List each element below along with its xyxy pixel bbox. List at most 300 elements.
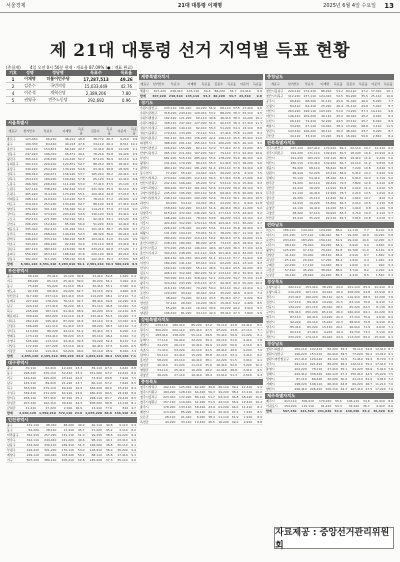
result-cell: 257,220 bbox=[40, 433, 57, 438]
result-cell: 180,410 bbox=[169, 323, 186, 328]
result-cell: 184,220 bbox=[83, 386, 103, 391]
result-cell: 30,220 bbox=[242, 221, 253, 225]
result-cell: 85,410 bbox=[285, 325, 302, 330]
result-cell: 37.9 bbox=[106, 207, 114, 211]
result-cell: 50.0 bbox=[208, 286, 216, 290]
result-cell: 111,110 bbox=[194, 251, 207, 255]
district-name: 수성구 bbox=[7, 391, 16, 395]
result-cell: 1,610 bbox=[347, 196, 361, 201]
result-cell: 81.8 bbox=[337, 186, 347, 191]
result-cell: 24,110 bbox=[287, 206, 304, 211]
result-cell: 10.2 bbox=[253, 390, 263, 395]
result-cell: 37,110 bbox=[242, 246, 253, 250]
result-cell: 77.9 bbox=[103, 406, 113, 411]
result-cell: 34,410 bbox=[114, 212, 130, 217]
result-cell: 8,220 bbox=[192, 415, 206, 420]
result-cell: 5,910 bbox=[373, 367, 386, 372]
column-header: 선거인수 bbox=[20, 126, 39, 137]
result-cell: 57.2 bbox=[208, 181, 216, 185]
result-cell: 99,110 bbox=[192, 161, 207, 166]
result-cell: 51.7 bbox=[208, 395, 215, 399]
result-cell: 71,410 bbox=[348, 357, 364, 362]
result-cell: 139,220 bbox=[321, 161, 338, 166]
district-name: 서초구 bbox=[6, 242, 20, 247]
result-cell: 17,220 bbox=[314, 258, 332, 263]
district-name: 구미시 bbox=[265, 310, 285, 315]
result-cell: 7.1 bbox=[386, 325, 394, 330]
result-cell: 93,110 bbox=[84, 319, 103, 324]
result-cell: 16,410 bbox=[242, 226, 253, 230]
result-cell: 6.8 bbox=[131, 289, 136, 293]
result-cell: 9.1 bbox=[388, 352, 393, 356]
result-cell: 312,110 bbox=[23, 438, 40, 443]
result-cell: 8.9 bbox=[131, 391, 136, 395]
candidate-name: 권영국 bbox=[20, 97, 40, 104]
result-cell: 23,110 bbox=[242, 111, 253, 115]
result-cell: 35,110 bbox=[114, 458, 129, 463]
result-cell: 7.0 bbox=[131, 334, 136, 338]
result-cell: 69,410 bbox=[217, 191, 232, 196]
result-cell: 122,410 bbox=[86, 257, 105, 262]
result-cell: 114,210 bbox=[86, 207, 105, 212]
result-cell: 90,110 bbox=[217, 121, 232, 126]
result-cell: 55,110 bbox=[152, 353, 169, 358]
result-cell: 87,120 bbox=[86, 157, 105, 162]
result-cell: 51.4 bbox=[208, 166, 216, 170]
district-name: 영월군 bbox=[139, 368, 152, 373]
result-cell: 194,120 bbox=[20, 147, 39, 152]
result-cell: 27,110 bbox=[114, 207, 130, 212]
result-cell: 11,210 bbox=[375, 382, 386, 386]
result-cell: 37.2 bbox=[357, 89, 369, 94]
result-cell: 2,810 bbox=[369, 134, 382, 139]
table-row bbox=[6, 212, 138, 217]
result-cell: 29,410 bbox=[113, 396, 129, 401]
result-cell: 392,410 bbox=[20, 257, 39, 262]
result-cell: 25,220 bbox=[317, 104, 333, 109]
result-cell: 29,220 bbox=[59, 289, 75, 294]
result-cell: 237,110 bbox=[39, 294, 58, 299]
summary-row bbox=[6, 83, 137, 90]
result-cell: 248,220 bbox=[179, 251, 192, 255]
table-row bbox=[6, 197, 138, 202]
issue-date: 2025년 6월 4일 수요일 bbox=[323, 3, 376, 9]
district-name: 남원시 bbox=[265, 171, 287, 176]
result-cell: 10.9 bbox=[359, 233, 370, 238]
result-cell: 124,410 bbox=[317, 94, 333, 99]
result-cell: 133,110 bbox=[218, 166, 231, 170]
result-cell: 143,110 bbox=[179, 216, 192, 220]
result-cell: 16,410 bbox=[192, 306, 207, 311]
result-cell: 103,220 bbox=[57, 453, 74, 458]
result-cell: 291,110 bbox=[292, 362, 308, 367]
result-cell: 133,410 bbox=[57, 202, 76, 207]
result-cell: 7.6 bbox=[388, 367, 393, 371]
result-cell: 66,410 bbox=[302, 315, 319, 320]
result-cell: 225,110 bbox=[37, 371, 57, 376]
result-cell: 9.4 bbox=[129, 433, 137, 438]
district-name: 해운대구 bbox=[7, 314, 19, 318]
result-cell: 19,220 bbox=[319, 300, 334, 305]
result-cell: 180,410 bbox=[83, 391, 103, 396]
result-cell: 13,410 bbox=[84, 274, 103, 279]
result-cell: 149,110 bbox=[179, 126, 192, 130]
result-cell: 249,110 bbox=[23, 453, 40, 458]
page-number: 13 bbox=[384, 2, 394, 10]
result-cell: 224,110 bbox=[20, 304, 39, 309]
result-cell: 79,110 bbox=[217, 151, 232, 156]
result-cell: 148,330 bbox=[343, 409, 360, 414]
result-cell: 82.8 bbox=[337, 166, 347, 171]
district-name: 진주시 bbox=[265, 362, 292, 367]
result-cell: 68,110 bbox=[217, 106, 232, 111]
result-cell: 52.4 bbox=[105, 339, 113, 343]
table-row bbox=[265, 216, 394, 221]
result-cell: 36.0 bbox=[208, 301, 216, 305]
result-cell: 150,110 bbox=[314, 238, 332, 243]
result-cell: 181,410 bbox=[179, 106, 192, 110]
result-cell: 56,410 bbox=[169, 338, 186, 343]
result-cell: 6.5 bbox=[131, 309, 136, 313]
result-cell: 69,110 bbox=[302, 320, 319, 325]
result-cell: 8,381,120 bbox=[20, 262, 38, 266]
result-cell: 134,220 bbox=[285, 305, 302, 310]
result-cell: 67,410 bbox=[217, 176, 232, 181]
result-cell: 11.9 bbox=[362, 156, 372, 161]
result-cell: 32,220 bbox=[317, 119, 333, 124]
result-cell: 157,410 bbox=[292, 357, 308, 362]
table-row bbox=[6, 252, 138, 257]
result-cell: 8.5 bbox=[254, 301, 263, 306]
table-row bbox=[6, 222, 138, 227]
result-cell: 312,220 bbox=[286, 94, 302, 99]
result-cell: 40,410 bbox=[152, 363, 169, 368]
summary-header: 득표수 bbox=[76, 70, 116, 76]
region-title: 전북특별자치도 bbox=[265, 140, 394, 146]
result-cell: 166,410 bbox=[179, 181, 192, 185]
result-cell: 108,220 bbox=[83, 401, 103, 406]
result-cell: 113,410 bbox=[20, 329, 39, 334]
result-cell: 40.4 bbox=[106, 142, 114, 146]
result-cell: 10,120 bbox=[59, 274, 75, 279]
district-name: 제주시 bbox=[265, 399, 280, 404]
result-cell: 52.8 bbox=[208, 191, 216, 195]
result-cell: 7.7 bbox=[382, 99, 394, 104]
result-cell: 12,920 bbox=[321, 191, 338, 196]
result-cell: 110,120 bbox=[57, 197, 76, 202]
district-name: 계양구 bbox=[6, 453, 23, 458]
region-table bbox=[265, 228, 394, 278]
result-cell: 82.3 bbox=[337, 201, 347, 206]
result-cell: 9.0 bbox=[254, 156, 263, 161]
result-cell: 198,220 bbox=[292, 382, 308, 387]
result-cell: 11.0 bbox=[362, 186, 372, 191]
result-cell: 18,220 bbox=[239, 395, 253, 400]
result-cell: 363,220 bbox=[17, 386, 37, 391]
result-cell: 6,551,410 bbox=[39, 262, 57, 266]
result-cell: 237,110 bbox=[301, 94, 317, 99]
result-cell: 206,220 bbox=[20, 222, 39, 227]
district-name: 안산시상록구 bbox=[139, 176, 162, 181]
result-cell: 68,220 bbox=[84, 324, 103, 329]
result-cell: 1,510 bbox=[370, 273, 386, 278]
result-cell: 9.0 bbox=[130, 207, 139, 212]
result-cell: 46.0 bbox=[357, 99, 369, 104]
result-cell: 89,410 bbox=[37, 381, 57, 386]
result-cell: 93,110 bbox=[177, 291, 192, 296]
result-cell: 43,410 bbox=[319, 290, 334, 295]
result-cell: 44,410 bbox=[59, 339, 75, 344]
result-cell: 9.2 bbox=[254, 216, 263, 221]
result-cell: 5.3 bbox=[385, 273, 394, 278]
result-cell: 35,410 bbox=[84, 329, 103, 334]
result-cell: 27,120 bbox=[114, 247, 130, 252]
result-cell: 68,410 bbox=[39, 289, 58, 294]
result-cell: 34,710 bbox=[344, 330, 361, 335]
results-column-1 bbox=[6, 120, 137, 464]
result-cell: 9.8 bbox=[252, 89, 263, 94]
result-cell: 139,210 bbox=[57, 167, 76, 172]
result-cell: 72,410 bbox=[86, 147, 105, 152]
result-cell: 47,410 bbox=[302, 330, 319, 335]
district-name: 순천시 bbox=[265, 238, 278, 243]
result-cell: 79,110 bbox=[213, 323, 228, 328]
result-cell: 406,110 bbox=[163, 271, 177, 275]
result-cell: 47.3 bbox=[233, 311, 240, 315]
result-cell: 145,220 bbox=[86, 458, 103, 463]
result-cell: 2,510 bbox=[238, 373, 253, 378]
result-cell: 15,220 bbox=[186, 353, 203, 358]
table-row bbox=[6, 192, 138, 197]
result-cell: 7.4 bbox=[254, 291, 263, 296]
result-cell: 33,110 bbox=[176, 420, 192, 425]
result-cell: 352,410 bbox=[179, 166, 192, 170]
result-cell: 55.1 bbox=[78, 192, 85, 196]
result-cell: 13,110 bbox=[113, 401, 129, 406]
result-cell: 10.8 bbox=[130, 202, 138, 206]
result-cell: 34.7 bbox=[226, 89, 237, 94]
result-cell: 34,410 bbox=[242, 166, 253, 170]
result-cell: 12,220 bbox=[242, 116, 253, 120]
result-cell: 9.0 bbox=[359, 243, 370, 248]
result-cell: 243,110 bbox=[179, 111, 192, 115]
district-name: 강북구 bbox=[6, 177, 20, 182]
result-cell: 7.2 bbox=[131, 339, 136, 343]
result-cell: 36.3 bbox=[233, 111, 240, 115]
region-table bbox=[265, 347, 394, 392]
result-cell: 52.7 bbox=[78, 202, 85, 206]
result-cell: 41,410 bbox=[169, 353, 186, 358]
result-cell: 31,410 bbox=[242, 256, 253, 260]
result-cell: 19,220 bbox=[343, 233, 359, 238]
result-cell: 66,120 bbox=[57, 147, 76, 152]
table-row bbox=[139, 338, 263, 343]
result-cell: 6.9 bbox=[131, 299, 136, 303]
result-cell: 231,220 bbox=[278, 233, 296, 238]
result-cell: 11.0 bbox=[255, 236, 262, 240]
result-cell: 295,110 bbox=[179, 246, 192, 250]
result-cell: 49,110 bbox=[317, 114, 333, 119]
result-cell: 370,220 bbox=[163, 246, 177, 250]
result-cell: 33.1 bbox=[233, 221, 240, 225]
district-name: 안양시동안구 bbox=[139, 151, 162, 156]
result-cell: 36.9 bbox=[231, 400, 239, 404]
district-name: 구례군 bbox=[265, 263, 278, 268]
result-cell: 14,120 bbox=[114, 147, 130, 152]
result-cell: 25,410 bbox=[39, 274, 58, 279]
result-cell: 19,110 bbox=[347, 161, 361, 166]
result-cell: 1,044,110 bbox=[85, 354, 103, 358]
result-cell: 47,110 bbox=[344, 315, 361, 320]
district-name: 사하구 bbox=[6, 319, 20, 324]
district-name: 강릉시 bbox=[139, 333, 152, 338]
result-cell: 88,120 bbox=[86, 202, 105, 207]
result-cell: 45.1 bbox=[76, 304, 84, 308]
result-cell: 86.0 bbox=[332, 268, 343, 273]
column-header: 득표율 bbox=[382, 80, 394, 89]
result-cell: 6.0 bbox=[386, 146, 394, 151]
result-cell: 41.1 bbox=[233, 201, 240, 205]
result-cell: 453,110 bbox=[39, 252, 58, 257]
result-cell: 39,410 bbox=[57, 401, 73, 406]
result-cell: 51.1 bbox=[208, 256, 216, 260]
result-cell: 4,410 bbox=[238, 338, 253, 343]
result-cell: 125,220 bbox=[278, 248, 296, 253]
district-name: 서구 bbox=[6, 376, 17, 381]
result-cell: 46,110 bbox=[242, 156, 253, 160]
result-cell: 61,410 bbox=[315, 404, 332, 409]
result-cell: 9.0 bbox=[254, 161, 263, 166]
result-cell: 8.6 bbox=[386, 399, 394, 404]
result-cell: 10.1 bbox=[255, 116, 262, 120]
result-cell: 47.7 bbox=[233, 296, 240, 300]
result-cell: 34.6 bbox=[360, 399, 370, 404]
result-cell: 12,220 bbox=[370, 238, 386, 243]
result-cell: 118,220 bbox=[57, 247, 76, 252]
column-header: 김문수 bbox=[86, 126, 105, 137]
result-cell: 62,110 bbox=[304, 181, 321, 186]
result-cell: 48,910 bbox=[344, 320, 361, 325]
result-cell: 10,210 bbox=[370, 233, 386, 238]
result-cell: 6.0 bbox=[131, 279, 136, 283]
result-cell: 254,110 bbox=[20, 177, 39, 182]
column-header: 투표수 bbox=[167, 80, 184, 89]
result-cell: 13,220 bbox=[345, 124, 357, 128]
result-cell: 312,220 bbox=[179, 221, 192, 225]
result-cell: 98,110 bbox=[86, 438, 103, 443]
result-cell: 46,211 bbox=[57, 137, 76, 142]
summary-header: 기호 bbox=[6, 70, 20, 76]
result-cell: 34.1 bbox=[106, 217, 114, 221]
result-cell: 148,110 bbox=[308, 382, 324, 387]
district-name: 중구 bbox=[6, 274, 20, 279]
district-name: 송파구 bbox=[6, 252, 20, 257]
result-cell: 106,110 bbox=[343, 399, 360, 404]
result-cell: 6.4 bbox=[386, 320, 394, 325]
result-cell: 14,220 bbox=[319, 315, 334, 320]
result-cell: 69.8 bbox=[103, 376, 113, 381]
result-cell: 427,110 bbox=[20, 187, 39, 192]
result-cell: 113,410 bbox=[39, 349, 58, 354]
result-cell: 321,410 bbox=[179, 136, 192, 140]
result-cell: 33,220 bbox=[296, 253, 314, 258]
result-cell: 5,410 bbox=[369, 104, 382, 109]
result-cell: 131,110 bbox=[57, 433, 74, 438]
result-cell: 49.6 bbox=[208, 116, 216, 120]
result-cell: 12,410 bbox=[321, 196, 338, 201]
result-cell: 37,110 bbox=[304, 211, 321, 216]
district-name: 창원시의창구 bbox=[265, 347, 292, 352]
result-cell: 24,410 bbox=[239, 94, 251, 98]
result-cell: 5.8 bbox=[386, 201, 394, 206]
result-cell: 174,110 bbox=[194, 221, 207, 225]
result-cell: 405,220 bbox=[20, 192, 39, 197]
result-cell: 34,220 bbox=[152, 343, 169, 348]
result-cell: 35.6 bbox=[233, 131, 240, 135]
result-cell: 25,410 bbox=[59, 279, 75, 284]
result-cell: 141,110 bbox=[39, 324, 58, 329]
result-cell: 55.2 bbox=[365, 362, 373, 366]
result-cell: 339,410 bbox=[17, 391, 37, 396]
result-cell: 9.4 bbox=[129, 448, 137, 453]
result-cell: 37.3 bbox=[357, 109, 369, 114]
result-cell: 80.9 bbox=[337, 156, 347, 161]
result-cell: 30.4 bbox=[340, 377, 348, 381]
district-name: 태백시 bbox=[139, 343, 152, 348]
result-cell: 55,220 bbox=[162, 306, 177, 311]
district-name: 노원구 bbox=[6, 187, 20, 192]
region-title: 경기도 bbox=[139, 100, 263, 106]
result-cell: 135,110 bbox=[184, 89, 201, 94]
region-title: 강원특별자치도 bbox=[139, 317, 263, 323]
region-title: 경상북도 bbox=[265, 279, 394, 285]
result-cell: 105,210 bbox=[86, 172, 105, 177]
result-cell: 228,110 bbox=[83, 396, 103, 401]
result-cell: 55.4 bbox=[208, 156, 216, 160]
result-cell: 22.5 bbox=[333, 295, 343, 300]
summary-table bbox=[6, 70, 137, 104]
result-cell: 26,110 bbox=[242, 141, 253, 145]
result-cell: 13,110 bbox=[319, 325, 334, 330]
result-cell: 55,220 bbox=[39, 284, 58, 289]
result-cell: 211,410 bbox=[179, 151, 192, 155]
district-name: 진안군 bbox=[265, 186, 287, 191]
district-name: 달서구 bbox=[7, 396, 16, 400]
result-cell: 21,220 bbox=[57, 381, 73, 386]
column-header: 개표구 bbox=[6, 126, 20, 137]
result-cell: 54.8 bbox=[208, 216, 216, 220]
result-cell: 10.6 bbox=[362, 151, 372, 156]
result-cell: 98,410 bbox=[40, 423, 57, 428]
region-section bbox=[265, 140, 394, 221]
district-name: 군산시 bbox=[265, 156, 287, 161]
result-cell: 94,220 bbox=[192, 226, 207, 231]
result-cell: 226,110 bbox=[163, 226, 177, 230]
result-cell: 25,320 bbox=[114, 227, 130, 232]
result-cell: 28,110 bbox=[314, 253, 332, 258]
result-cell: 144,410 bbox=[296, 228, 314, 233]
result-cell: 45.7 bbox=[357, 119, 369, 124]
result-cell: 196,220 bbox=[163, 216, 177, 220]
result-cell: 180,410 bbox=[179, 241, 192, 245]
result-cell: 13.0 bbox=[255, 251, 262, 255]
district-name: 논산시 bbox=[265, 119, 286, 124]
result-cell: 62,110 bbox=[217, 286, 232, 291]
result-cell: 44,110 bbox=[216, 400, 230, 405]
district-name: 사상구 bbox=[6, 344, 20, 349]
result-cell: 19,410 bbox=[113, 371, 129, 376]
column-header: 득표율 bbox=[226, 80, 237, 89]
